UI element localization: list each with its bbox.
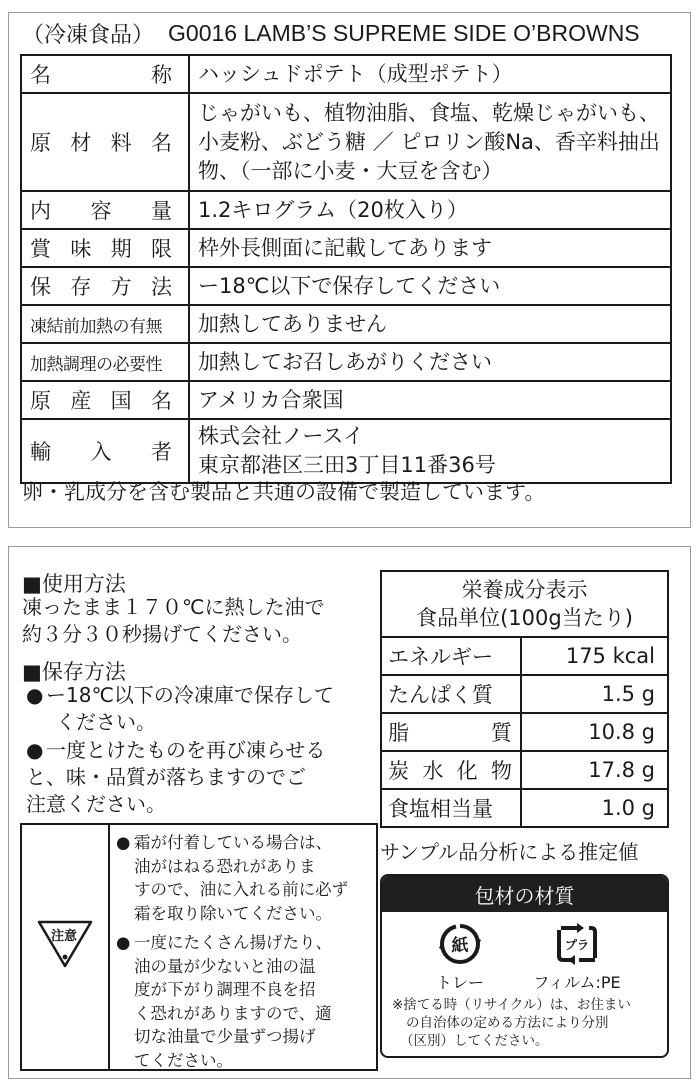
text-line: 霜が付着している場合は、	[134, 833, 332, 852]
bullet: ●	[26, 738, 44, 762]
row-value: アメリカ合衆国	[189, 381, 671, 419]
text-line: 一度にたくさん揚げたり、	[134, 933, 332, 952]
text-line: と、味・品質が落ちますのでご	[26, 765, 306, 789]
row-value: 加熱してお召しあがりください	[189, 343, 671, 381]
caution-item	[116, 831, 374, 925]
table-row	[21, 191, 671, 229]
table-row	[21, 55, 671, 93]
table-row	[381, 713, 668, 751]
table-row	[21, 419, 671, 483]
row-value: 加熱してありません	[189, 305, 671, 343]
bullet: ●	[116, 933, 131, 952]
row-value: ー18℃以下で保存してください	[189, 267, 671, 305]
caution-box	[20, 823, 378, 1071]
paper-mark-text: 紙	[451, 936, 469, 956]
text-line: 油がはねる恐れがありま	[134, 856, 316, 876]
caution-list	[116, 831, 374, 1072]
storage-item-text	[26, 737, 326, 818]
table-row	[21, 381, 671, 419]
caution-symbol-label: 注意	[51, 929, 78, 944]
table-row	[381, 789, 668, 827]
text-line: ※捨てる時（リサイクル）は、お住まい	[392, 997, 631, 1013]
caution-item-text	[134, 931, 332, 1072]
row-key	[21, 381, 189, 419]
row-key: 加熱調理の必要性	[21, 343, 189, 381]
storage-title: ■保存方法	[22, 660, 126, 684]
paper-recycle-icon	[434, 922, 486, 966]
table-row	[381, 751, 668, 789]
row-key	[21, 419, 189, 483]
text-line: 注意ください。	[26, 792, 166, 816]
text-line: すので、油に入れる前に必ず	[134, 880, 349, 899]
text-line: ー18℃以下の冷凍庫で保存して	[46, 683, 334, 707]
nutrition-unit: 食品単位(100g当たり)	[416, 606, 633, 630]
text-line: ください。	[56, 710, 156, 734]
nutrition-header	[381, 571, 668, 637]
bullet: ●	[116, 833, 131, 852]
text-line: 一度とけたものを再び凍らせる	[46, 738, 326, 762]
row-value: じゃがいも、植物油脂、食塩、乾燥じゃがいも、小麦粉、ぶどう糖 ／ ピロリン酸Na、香辛料抽出物、（一部に小麦・大豆を含む）	[189, 93, 671, 191]
storage-item	[26, 737, 325, 818]
nutrient-value: 17.8 g	[521, 751, 668, 789]
text-line: てください。	[134, 1050, 233, 1070]
nutrition-title: 栄養成分表示	[461, 578, 588, 602]
paper-mark-label: トレー	[435, 973, 484, 992]
table-row	[381, 637, 668, 675]
key-storage: 保 存 方 法	[30, 275, 172, 299]
paper-recycle-mark	[420, 922, 500, 993]
key-carbohydrate: 炭 水 化 物	[388, 759, 512, 783]
importer-address: 東京都港区三田3丁目11番36号	[198, 453, 496, 477]
caution-symbol	[22, 825, 110, 1069]
usage-text	[22, 594, 324, 648]
nutrient-name	[381, 713, 521, 751]
row-key: 凍結前加熱の有無	[21, 305, 189, 343]
text-line: の自治体の定める方法により分別	[406, 1015, 609, 1031]
key-origin: 原 産 国 名	[30, 389, 172, 413]
food-type: （冷凍食品）	[22, 22, 155, 48]
plastic-recycle-mark	[522, 922, 632, 993]
table-row	[381, 675, 668, 713]
row-key	[21, 93, 189, 191]
nutrition-table	[380, 570, 669, 828]
plastic-recycle-icon	[551, 922, 603, 966]
nutrition-note: サンプル品分析による推定値	[380, 840, 639, 864]
key-quantity: 内 容 量	[30, 199, 172, 223]
row-key	[21, 191, 189, 229]
row-key	[21, 267, 189, 305]
key-importer: 輸 入 者	[30, 440, 172, 464]
table-row	[21, 267, 671, 305]
usage-title: ■使用方法	[22, 572, 126, 596]
storage-item-text	[46, 682, 334, 736]
text-line: （区別）してください。	[400, 1033, 549, 1049]
row-value: ハッシュドポテト（成型ポテト）	[189, 55, 671, 93]
table-row	[21, 229, 671, 267]
nutrient-name: エネルギー	[381, 637, 521, 675]
nutrient-name: たんぱく質	[381, 675, 521, 713]
table-row	[21, 305, 671, 343]
nutrient-value: 10.8 g	[521, 713, 668, 751]
text-line: 度が下がり調理不良を招	[134, 980, 316, 999]
text-line: 切な油量で少量ずつ揚げ	[134, 1027, 316, 1046]
caution-item-text	[134, 831, 348, 925]
usage-line: 約３分３０秒揚げてください。	[22, 622, 302, 646]
plastic-mark-label: フィルム:PE	[533, 973, 621, 992]
nutrient-value: 1.5 g	[521, 675, 668, 713]
plastic-mark-text: プラ	[564, 938, 590, 952]
label-header	[22, 16, 672, 50]
row-key	[21, 55, 189, 93]
table-row	[21, 343, 671, 381]
usage-line: 凍ったまま１７０℃に熱した油で	[22, 595, 325, 619]
key-ingredients: 原 材 料 名	[30, 131, 172, 155]
nutrient-value: 1.0 g	[521, 789, 668, 827]
product-name: G0016 LAMB’S SUPREME SIDE O’BROWNS	[168, 19, 640, 46]
label-table	[20, 54, 672, 484]
packaging-title: 包材の材質	[382, 876, 667, 912]
text-line: 霜を取り除いてください。	[134, 903, 332, 923]
packaging-box	[380, 874, 669, 1058]
key-fat: 脂 質	[388, 721, 512, 745]
text-line: 油の量が少ないと油の温	[134, 956, 316, 976]
nutrient-value: 175 kcal	[521, 637, 668, 675]
text-line: く恐れがありますので、適	[134, 1003, 332, 1023]
key-name: 名 称	[30, 63, 172, 87]
storage-item	[26, 682, 334, 736]
packaging-note	[392, 996, 662, 1050]
row-key	[21, 229, 189, 267]
table-row	[21, 93, 671, 191]
bullet: ●	[26, 683, 44, 707]
key-best-before: 賞 味 期 限	[30, 237, 172, 261]
row-value	[189, 419, 671, 483]
row-value: 枠外長側面に記載してあります	[189, 229, 671, 267]
nutrient-name	[381, 751, 521, 789]
nutrient-name: 食塩相当量	[381, 789, 521, 827]
row-value: 1.2キログラム（20枚入り）	[189, 191, 671, 229]
allergen-note: 卵・乳成分を含む製品と共通の設備で製造しています。	[22, 480, 546, 504]
importer-name: 株式会社ノースイ	[198, 424, 364, 448]
nutrition-header-row	[381, 571, 668, 637]
caution-item	[116, 931, 374, 1072]
